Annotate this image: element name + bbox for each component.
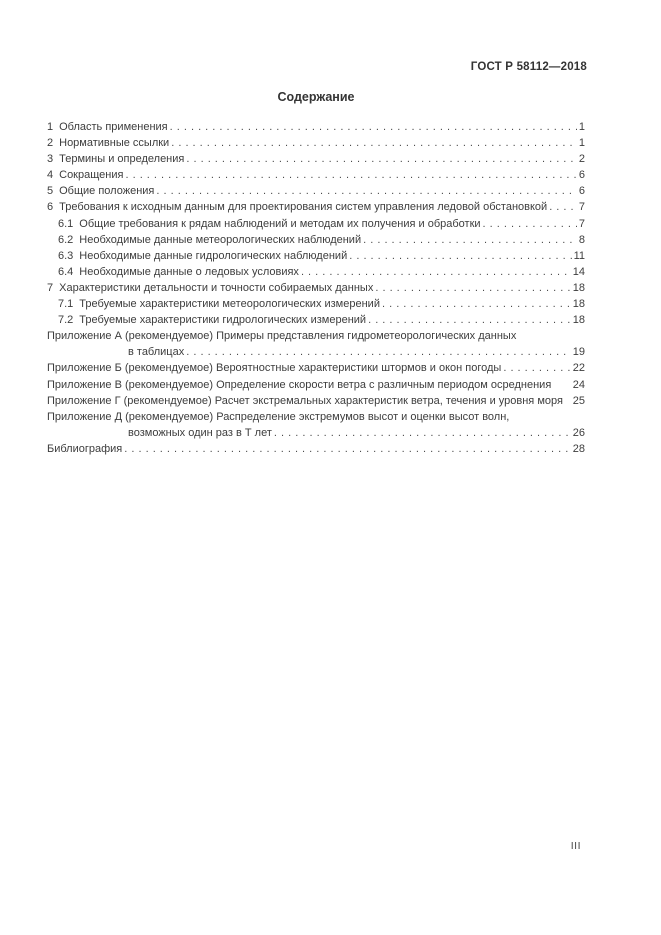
toc-entry-label: Необходимые данные о ледовых условиях xyxy=(79,265,299,278)
toc-row xyxy=(47,328,585,344)
dot-leader xyxy=(170,119,577,135)
toc-entry-number: 6.4 xyxy=(58,265,74,278)
dot-leader xyxy=(368,312,571,328)
toc-entry-label: Требования к исходным данным для проектирования систем управления ледовой обстановкой xyxy=(59,201,548,214)
folio-page-number: III xyxy=(570,840,581,852)
toc-row xyxy=(47,441,585,457)
toc-row xyxy=(47,280,585,296)
toc-entry-page: 18 xyxy=(572,281,585,294)
document-code: ГОСТ Р 58112—2018 xyxy=(470,61,587,73)
toc-row xyxy=(47,167,585,183)
toc-entry-label: в таблицах xyxy=(128,346,185,359)
toc-row-continuation xyxy=(47,344,585,360)
toc-row xyxy=(47,183,585,199)
toc-entry-page: 19 xyxy=(572,346,585,359)
toc-row xyxy=(47,248,585,264)
dot-leader xyxy=(124,441,571,457)
dot-leader xyxy=(125,167,576,183)
toc-entry-page: 1 xyxy=(578,121,585,133)
toc-entry-page: 6 xyxy=(578,169,585,182)
toc-row xyxy=(47,151,585,167)
toc-entry-number: 1 xyxy=(47,121,54,133)
toc-entry-page: 14 xyxy=(572,265,585,278)
toc-entry-page: 22 xyxy=(572,362,585,375)
toc-entry-label: Библиография xyxy=(47,442,123,455)
toc-entry-label: Необходимые данные гидрологических наблюдений xyxy=(79,249,348,262)
toc-row xyxy=(47,296,585,312)
toc-row xyxy=(47,216,585,232)
toc-entry-label: Требуемые характеристики гидрологических измерений xyxy=(79,314,367,327)
toc-entry-label: Приложение А (рекомендуемое) Примеры представления гидрометеорологических данных xyxy=(47,330,517,343)
toc-row xyxy=(47,393,585,409)
toc-entry-number: 7.1 xyxy=(58,298,74,311)
toc-row xyxy=(47,199,585,215)
dot-leader xyxy=(186,151,577,167)
toc-entry-page: 2 xyxy=(578,153,585,166)
toc-entry-label: Приложение Д (рекомендуемое) Распределение экстремумов высот и оценки высот волн, xyxy=(47,410,510,423)
dot-leader xyxy=(375,280,570,296)
toc-entry-number: 2 xyxy=(47,137,54,150)
dot-leader xyxy=(363,232,577,248)
toc-entry-label: Необходимые данные метеорологических наблюдений xyxy=(79,233,362,246)
dot-leader xyxy=(274,425,571,441)
toc-entry-label: Приложение В (рекомендуемое) Определение скорости ветра с различным периодом осреднения xyxy=(47,378,552,391)
dot-leader xyxy=(349,248,571,264)
toc-entry-label: Приложение Г (рекомендуемое) Расчет экстремальных характеристик ветра, течения и уровня моря xyxy=(47,394,563,407)
toc-entry-label: Область применения xyxy=(59,121,168,133)
toc-entry-label: Общие положения xyxy=(59,185,155,198)
toc-entry-label: Сокращения xyxy=(59,169,124,182)
toc-entry-number: 7 xyxy=(47,281,54,294)
toc-entry-page: 26 xyxy=(572,426,585,439)
toc-entry-page: 18 xyxy=(572,298,585,311)
toc-row xyxy=(47,264,585,280)
toc-entry-number: 6.3 xyxy=(58,249,74,262)
toc-entry-number: 3 xyxy=(47,153,54,166)
toc-entry-number: 6.2 xyxy=(58,233,74,246)
dot-leader xyxy=(156,183,577,199)
page-title: Содержание xyxy=(277,90,355,104)
dot-leader xyxy=(171,135,577,151)
toc-entry-page: 1 xyxy=(578,137,585,150)
toc-row xyxy=(47,409,585,425)
toc-entry-number: 6 xyxy=(47,201,54,214)
toc-entry-page: 7 xyxy=(578,201,585,214)
toc-entry-label: Характеристики детальности и точности собираемых данных xyxy=(59,281,374,294)
toc-entry-label: Термины и определения xyxy=(59,153,185,166)
toc-entry-label: возможных один раз в Т лет xyxy=(128,426,272,439)
toc-entry-label: Приложение Б (рекомендуемое) Вероятностные характеристики штормов и окон погоды xyxy=(47,362,502,375)
toc-row xyxy=(47,119,585,135)
toc-entry-page: 28 xyxy=(572,442,585,455)
dot-leader xyxy=(549,199,577,215)
dot-leader xyxy=(186,344,571,360)
dot-leader xyxy=(301,264,571,280)
toc-entry-number: 7.2 xyxy=(58,314,74,327)
toc-row xyxy=(47,360,585,376)
toc-entry-label: Нормативные ссылки xyxy=(59,137,170,150)
toc-entry-page: 6 xyxy=(578,185,585,198)
dot-leader xyxy=(483,216,577,232)
toc-row xyxy=(47,312,585,328)
toc-entry-number: 5 xyxy=(47,185,54,198)
toc-entry-page: 7 xyxy=(578,217,585,230)
toc-row xyxy=(47,232,585,248)
toc-entry-number: 6.1 xyxy=(58,217,74,230)
table-of-contents xyxy=(47,119,585,457)
toc-entry-page: 11 xyxy=(573,249,585,262)
toc-entry-number: 4 xyxy=(47,169,54,182)
toc-entry-page: 25 xyxy=(572,394,585,407)
toc-entry-label: Требуемые характеристики метеорологических измерений xyxy=(79,298,380,311)
toc-row xyxy=(47,135,585,151)
toc-row-continuation xyxy=(47,425,585,441)
toc-entry-page: 8 xyxy=(578,233,585,246)
toc-entry-label: Общие требования к рядам наблюдений и методам их получения и обработки xyxy=(79,217,481,230)
dot-leader xyxy=(382,296,571,312)
toc-entry-page: 18 xyxy=(572,314,585,327)
toc-row xyxy=(47,377,585,393)
toc-entry-page: 24 xyxy=(572,378,585,391)
dot-leader xyxy=(503,360,570,376)
